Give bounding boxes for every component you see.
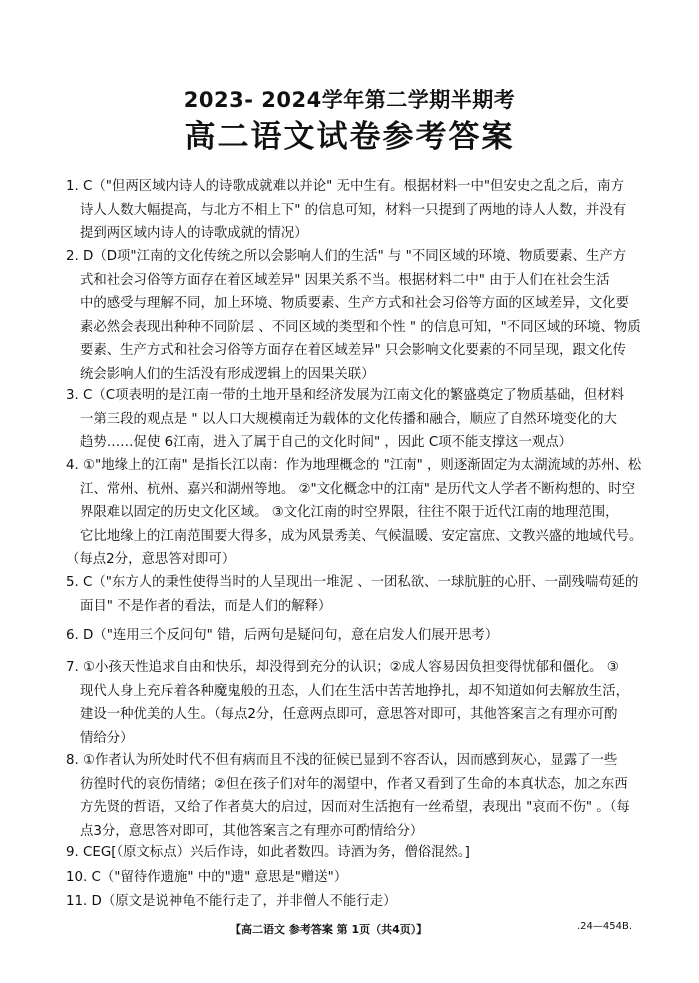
answer-line: 6. D（"连用三个反问句" 错，后两句是疑问句，意在启发人们展开思考）: [66, 628, 499, 643]
answer-line: 提到两区域内诗人的诗歌成就的情况）: [80, 226, 308, 241]
answer-line: 趋势……促使 6江南，进入了属于自己的文化时间" ，因此 C项不能支撑这一观点）: [80, 435, 573, 450]
answer-item-10: [66, 866, 650, 890]
answer-line: 1. C（"但两区域内诗人的诗歌成就难以并论" 无中生有。根据材料一中"但安史之乱之后，南方: [66, 179, 624, 194]
answer-line: 中的感受与理解不同，加上环境、物质要素、生产方式和社会习俗等方面的区域差异，文化要: [80, 296, 630, 311]
answer-line: 素必然会表现出种种不同阶层 、不同区域的类型和个性 " 的信息可知，"不同区域的环境、物质: [80, 319, 641, 335]
answer-line: 情给分）: [80, 730, 134, 746]
answer-item-11: [66, 890, 650, 914]
answer-line: 9. CEG[（原文标点）兴后作诗，如此者数四。诗酒为务，僧俗混然。]: [66, 845, 470, 860]
answer-item-1: [66, 175, 650, 246]
answer-item-6: [66, 624, 650, 648]
answer-line: （每点2分，意思答对即可）: [66, 552, 236, 567]
answer-line: 建设一种优美的人生。（每点2分，任意两点即可，意思答对即可，其他答案言之有理亦可酌: [80, 707, 618, 722]
answer-item-7: [66, 656, 650, 750]
answer-line: 一第三段的观点是 " 以人口大规模南迁为载体的文化传播和融合，顺应了自然环境变化的大: [80, 411, 617, 427]
answer-key-title: 高二语文试卷参考答案: [184, 119, 515, 155]
answer-line: 8. ①作者认为所处时代不但有病而且不浅的征候已显到不容否认，因而感到灰心，显露了一些: [66, 753, 618, 768]
answer-line: 11. D（原文是说神龟不能行走了，并非僧人不能行走）: [66, 894, 397, 909]
answer-line: 彷徨时代的哀伤情绪；②但在孩子们对年的渴望中，作者又看到了生命的本真状态，加之东西: [80, 776, 628, 792]
answer-line: 界限难以固定的历史文化区域。 ③文化江南的时空界限，往往不限于近代江南的地理范围，: [80, 505, 619, 520]
answer-line: 5. C（"东方人的秉性使得当时的人呈现出一堆泥 、一团私欲、一球肮脏的心肝、一副残喘苟延的: [66, 575, 639, 590]
answer-line: 诗人人数大幅提高，与北方不相上下" 的信息可知，材料一只提到了两地的诗人人数，并没有: [80, 202, 627, 218]
answer-item-3: [66, 384, 650, 455]
answer-line: 式和社会习俗等方面存在着区域差异" 因果关系不当。根据材料二中" 由于人们在社会生活: [80, 272, 610, 288]
answer-line: 10. C（"留待作遗施" 中的"遗" 意思是"赠送"）: [66, 870, 348, 885]
answer-line: 4. ①"地缘上的江南" 是指长江以南：作为地理概念的 "江南" ，则逐渐固定为太湖流域的苏州、松: [66, 458, 642, 473]
answer-item-2: [66, 245, 650, 386]
answer-line: 3. C（C项表明的是江南一带的土地开垦和经济发展为江南文化的繁盛奠定了物质基础，但材料: [66, 388, 624, 403]
page-info: 【高二语文 参考答案 第 1页（共4页）】: [230, 923, 428, 936]
answer-item-5: [66, 571, 650, 618]
answer-line: 方先贤的哲语，又给了作者莫大的启过，因而对生活抱有一丝希望，表现出 "哀而不伤" 。（每: [80, 800, 630, 815]
answer-line: 点3分，意思答对即可，其他答案言之有理亦可酌情给分）: [80, 823, 424, 839]
answer-item-9: [66, 841, 650, 865]
answer-line: 统会影响人们的生活没有形成逻辑上的因果关联）: [80, 366, 375, 382]
answer-line: 2. D（D项"江南的文化传统之所以会影响人们的生活" 与 "不同区域的环境、物质要素、生产方: [66, 249, 627, 264]
answer-line: 面目" 不是作者的看法，而是人们的解释）: [80, 598, 332, 614]
page-footer: [0, 921, 699, 939]
answer-line: 现代人身上充斥着各种魔鬼般的丑态，人们在生活中苦苦地挣扎，却不知道如何去解放生活，: [80, 683, 630, 699]
answer-line: 7. ①小孩天性追求自由和快乐，却没得到充分的认识；②成人容易因负担变得忧郁和僵化。 ③: [66, 660, 619, 675]
answer-line: 它比地缘上的江南范围要大得多，成为风景秀美、气候温暖、安定富庶、文教兴盛的地域代号。: [80, 528, 643, 544]
exam-title: 2023‐ 2024学年第二学期半期考: [183, 88, 516, 112]
answer-item-4: [66, 454, 650, 572]
answer-line: 要素、生产方式和社会习俗等方面存在着区域差异" 只会影响文化要素的不同呈现，跟文化传: [80, 343, 627, 358]
document-code: .24—454B.: [577, 921, 633, 932]
answer-line: 江、常州、杭州、嘉兴和湖州等地。 ②"文化概念中的江南" 是历代文人学者不断构想的、时空: [80, 481, 636, 497]
answer-item-8: [66, 749, 650, 843]
